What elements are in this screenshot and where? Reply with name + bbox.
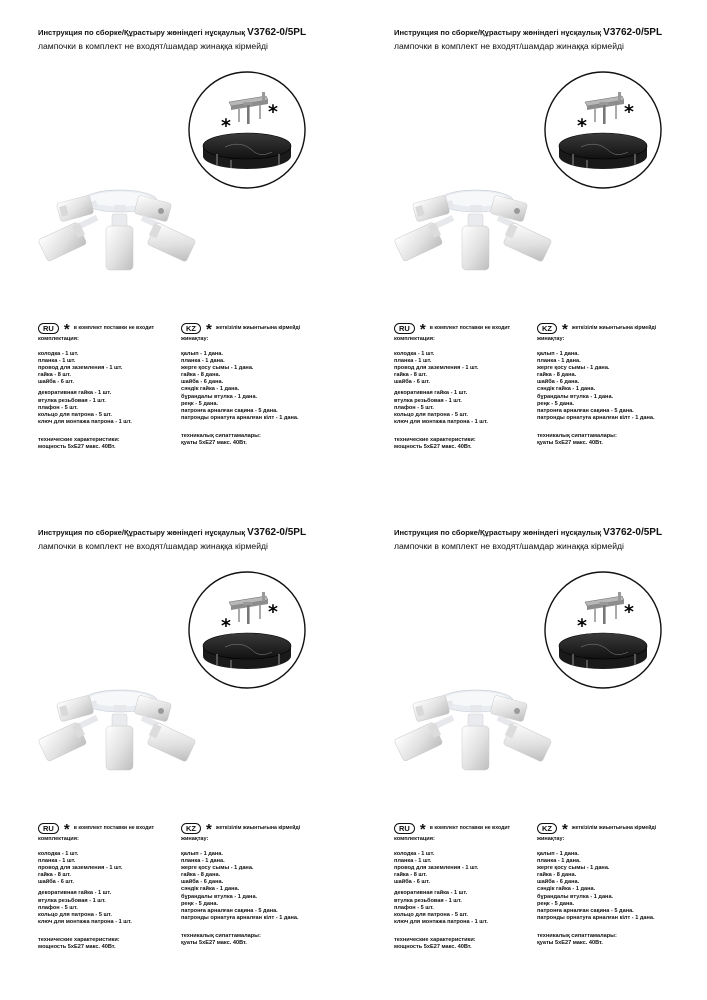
kz-kit-heading: жинақтау:: [537, 336, 565, 342]
model-number: V3762-0/5PL: [247, 27, 307, 38]
shade-front-left: [38, 715, 98, 762]
list-item: плафон - 5 шт.: [394, 404, 434, 411]
list-item: қалып - 1 дана.: [537, 851, 579, 857]
kz-language-badge: KZ: [537, 323, 557, 334]
ru-language-badge: RU: [38, 823, 59, 834]
list-item: қалып - 1 дана.: [181, 851, 223, 857]
ru-language-badge: RU: [394, 823, 415, 834]
kz-not-included-note: жеткізілім жиынтығына кірмейді: [215, 325, 301, 331]
shade-front-left: [394, 715, 454, 762]
shade-front-left: [394, 215, 454, 262]
kz-kit-list: [181, 351, 341, 422]
ru-kit-list: [394, 851, 542, 926]
ru-tech-specs: [38, 437, 186, 451]
list-item: патронға арналған сақина - 5 дана.: [181, 907, 278, 914]
center-arm: [470, 705, 482, 711]
list-item: реңк - 5 дана.: [537, 400, 575, 407]
ru-section: [394, 321, 542, 451]
canopy-base: [203, 133, 291, 169]
shade-center: [106, 714, 133, 770]
list-item: декоративная гайка - 1 шт.: [38, 390, 112, 397]
kz-tech-value: қуаты 5хЕ27 макс. 40Вт.: [537, 940, 603, 947]
list-item: декоративная гайка - 1 шт.: [394, 890, 468, 897]
shade-center: [462, 214, 489, 270]
not-included-star-left: *: [221, 615, 231, 637]
list-item: планка - 1 шт.: [394, 358, 432, 365]
list-item: колодка - 1 шт.: [394, 851, 435, 857]
list-item: шайба - 6 дана.: [537, 379, 580, 386]
list-item: реңк - 5 дана.: [181, 900, 219, 907]
ru-tech-specs: [394, 937, 542, 951]
ru-kit-heading: комплектация:: [38, 836, 79, 842]
list-item: шайба - 6 шт.: [394, 379, 430, 386]
kz-kit-heading: жинақтау:: [181, 336, 209, 342]
kz-kit-heading: жинақтау:: [537, 836, 565, 842]
list-item: шайба - 6 дана.: [537, 879, 580, 886]
ru-language-badge: RU: [38, 323, 59, 334]
kz-tech-value: қуаты 5хЕ27 макс. 40Вт.: [181, 440, 247, 447]
ru-section: [394, 821, 542, 951]
inset-circle: [545, 72, 661, 188]
ru-tech-heading: технические характеристики:: [394, 436, 476, 443]
kz-star-marker: *: [562, 821, 568, 838]
model-number: V3762-0/5PL: [247, 527, 307, 538]
ru-star-marker: *: [63, 321, 70, 338]
shade-center: [106, 214, 133, 270]
list-item: патронды орнатуға арналған кілт - 1 дана.: [181, 914, 299, 921]
list-item: декоративная гайка - 1 шт.: [38, 890, 112, 897]
kz-star-marker: *: [206, 821, 212, 838]
ru-kit-heading: комплектация:: [394, 836, 435, 842]
kz-section: [537, 321, 697, 447]
kz-not-included-note: жеткізілім жиынтығына кірмейді: [571, 325, 657, 331]
list-item: патронды орнатуға арналған кілт - 1 дана.: [537, 414, 655, 421]
list-item: колодка - 1 шт.: [38, 351, 79, 357]
ru-section: [38, 321, 186, 451]
list-item: кольцо для патрона - 5 шт.: [394, 911, 468, 918]
ru-language-badge: RU: [394, 323, 415, 334]
list-item: жерге қосу сымы - 1 дана.: [537, 865, 610, 872]
list-item: втулка резьбовая - 1 шт.: [38, 397, 106, 404]
ru-tech-specs: [394, 437, 542, 451]
kz-tech-heading: техникалық сипаттамалары:: [537, 932, 617, 939]
kz-language-badge: KZ: [181, 323, 201, 334]
list-item: планка - 1 дана.: [537, 858, 581, 865]
not-included-star-left: *: [221, 115, 231, 137]
kz-tech-value: қуаты 5хЕ27 макс. 40Вт.: [181, 940, 247, 947]
ru-tech-heading: технические характеристики:: [38, 436, 120, 443]
list-item: бұрандалы втулка - 1 дана.: [181, 393, 258, 400]
list-item: провод для заземления - 1 шт.: [38, 865, 123, 872]
list-item: реңк - 5 дана.: [181, 400, 219, 407]
list-item: втулка резьбовая - 1 шт.: [394, 397, 462, 404]
list-item: кольцо для патрона - 5 шт.: [38, 411, 112, 418]
list-item: провод для заземления - 1 шт.: [38, 365, 123, 372]
product-figure: [0, 0, 353, 320]
inset-circle: [189, 72, 305, 188]
list-item: шайба - 6 шт.: [394, 879, 430, 886]
center-arm: [470, 205, 482, 211]
list-item: гайка - 8 дана.: [537, 372, 577, 379]
chandelier-image: [38, 690, 196, 770]
list-item: планка - 1 шт.: [38, 858, 76, 865]
list-item: патронға арналған сақина - 5 дана.: [537, 407, 634, 414]
list-item: реңк - 5 дана.: [537, 900, 575, 907]
list-item: шайба - 6 шт.: [38, 879, 74, 886]
not-included-star-left: *: [577, 615, 587, 637]
ru-tech-heading: технические характеристики:: [38, 936, 120, 943]
kz-section: [181, 821, 341, 947]
list-item: колодка - 1 шт.: [38, 851, 79, 857]
instruction-copy: [356, 500, 707, 1000]
shade-front-left: [38, 215, 98, 262]
ru-tech-value: мощность 5хЕ27 макс. 40Вт.: [394, 444, 472, 451]
not-included-star-right: *: [624, 601, 634, 623]
kz-star-marker: *: [206, 321, 212, 338]
kz-not-included-note: жеткізілім жиынтығына кірмейді: [571, 825, 657, 831]
list-item: планка - 1 дана.: [537, 358, 581, 365]
list-item: бұрандалы втулка - 1 дана.: [537, 893, 614, 900]
bulbs-not-included-note: лампочки в комплект не входят/шамдар жинаққа кірмейді: [38, 541, 268, 551]
list-item: жерге қосу сымы - 1 дана.: [537, 365, 610, 372]
list-item: планка - 1 дана.: [181, 858, 225, 865]
bulbs-not-included-note: лампочки в комплект не входят/шамдар жинаққа кірмейді: [394, 41, 624, 51]
product-figure: [356, 500, 707, 820]
list-item: гайка - 8 шт.: [38, 372, 71, 379]
kz-kit-list: [181, 851, 341, 922]
ru-star-marker: *: [63, 821, 70, 838]
kz-star-marker: *: [562, 321, 568, 338]
list-item: гайка - 8 дана.: [537, 872, 577, 879]
ru-star-marker: *: [419, 321, 426, 338]
canopy-base: [559, 633, 647, 669]
instruction-copy: [0, 0, 353, 500]
list-item: провод для заземления - 1 шт.: [394, 365, 479, 372]
kz-tech-value: қуаты 5хЕ27 макс. 40Вт.: [537, 440, 603, 447]
title-text: Инструкция по сборке/Құрастыру жөніндегі нұсқаулық: [38, 528, 246, 537]
list-item: патронды орнатуға арналған кілт - 1 дана.: [181, 414, 299, 421]
list-item: сәндік гайка - 1 дана.: [537, 886, 596, 893]
list-item: плафон - 5 шт.: [38, 404, 78, 411]
not-included-star-right: *: [624, 101, 634, 123]
mounting-detail-inset: [189, 572, 305, 688]
kz-tech-specs: [537, 433, 697, 447]
ru-tech-value: мощность 5хЕ27 макс. 40Вт.: [394, 944, 472, 951]
instruction-copy: [0, 500, 353, 1000]
list-item: провод для заземления - 1 шт.: [394, 865, 479, 872]
kz-kit-list: [537, 851, 697, 922]
list-item: ключ для монтажа патрона - 1 шт.: [38, 418, 132, 425]
shade-back-right: [490, 695, 528, 722]
kz-language-badge: KZ: [181, 823, 201, 834]
mounting-detail-inset: [545, 72, 661, 188]
list-item: шайба - 6 дана.: [181, 879, 224, 886]
mounting-detail-inset: [545, 572, 661, 688]
shade-back-right: [134, 195, 172, 222]
center-arm: [114, 705, 126, 711]
shade-center: [462, 714, 489, 770]
not-included-star-left: *: [577, 115, 587, 137]
list-item: планка - 1 дана.: [181, 358, 225, 365]
ru-tech-value: мощность 5хЕ27 макс. 40Вт.: [38, 444, 116, 451]
kz-section: [537, 821, 697, 947]
title-text: Инструкция по сборке/Құрастыру жөніндегі нұсқаулық: [38, 28, 246, 37]
canopy-base: [559, 133, 647, 169]
kz-language-badge: KZ: [537, 823, 557, 834]
list-item: ключ для монтажа патрона - 1 шт.: [394, 418, 488, 425]
ru-kit-list: [38, 851, 186, 926]
list-item: гайка - 8 шт.: [38, 872, 71, 879]
list-item: бұрандалы втулка - 1 дана.: [537, 393, 614, 400]
list-item: кольцо для патрона - 5 шт.: [38, 911, 112, 918]
list-item: гайка - 8 шт.: [394, 872, 427, 879]
product-figure: [0, 500, 353, 820]
ru-not-included-note: в комплект поставки не входит: [73, 325, 155, 331]
list-item: втулка резьбовая - 1 шт.: [38, 897, 106, 904]
kz-tech-heading: техникалық сипаттамалары:: [181, 932, 261, 939]
not-included-star-right: *: [268, 101, 278, 123]
ru-tech-heading: технические характеристики:: [394, 936, 476, 943]
mounting-detail-inset: [189, 72, 305, 188]
bulbs-not-included-note: лампочки в комплект не входят/шамдар жинаққа кірмейді: [38, 41, 268, 51]
shade-front-right: [497, 215, 552, 262]
title-text: Инструкция по сборке/Құрастыру жөніндегі нұсқаулық: [394, 28, 602, 37]
kz-not-included-note: жеткізілім жиынтығына кірмейді: [215, 825, 301, 831]
list-item: жерге қосу сымы - 1 дана.: [181, 365, 254, 372]
title-text: Инструкция по сборке/Құрастыру жөніндегі нұсқаулық: [394, 528, 602, 537]
shade-front-right: [141, 715, 196, 762]
shade-front-right: [497, 715, 552, 762]
chandelier-image: [38, 190, 196, 270]
list-item: жерге қосу сымы - 1 дана.: [181, 865, 254, 872]
list-item: гайка - 8 дана.: [181, 872, 221, 879]
kz-tech-specs: [537, 933, 697, 947]
not-included-star-right: *: [268, 601, 278, 623]
list-item: патронға арналған сақина - 5 дана.: [181, 407, 278, 414]
list-item: патронды орнатуға арналған кілт - 1 дана.: [537, 914, 655, 921]
list-item: ключ для монтажа патрона - 1 шт.: [394, 918, 488, 925]
list-item: планка - 1 шт.: [394, 858, 432, 865]
shade-back-right: [134, 695, 172, 722]
list-item: бұрандалы втулка - 1 дана.: [181, 893, 258, 900]
kz-tech-specs: [181, 433, 341, 447]
ru-not-included-note: в комплект поставки не входит: [429, 825, 511, 831]
list-item: плафон - 5 шт.: [394, 904, 434, 911]
ru-section: [38, 821, 186, 951]
ru-not-included-note: в комплект поставки не входит: [429, 325, 511, 331]
list-item: шайба - 6 шт.: [38, 379, 74, 386]
kz-kit-heading: жинақтау:: [181, 836, 209, 842]
model-number: V3762-0/5PL: [603, 27, 663, 38]
product-figure: [356, 0, 707, 320]
list-item: колодка - 1 шт.: [394, 351, 435, 357]
ru-kit-heading: комплектация:: [394, 336, 435, 342]
kz-tech-specs: [181, 933, 341, 947]
list-item: втулка резьбовая - 1 шт.: [394, 897, 462, 904]
list-item: кольцо для патрона - 5 шт.: [394, 411, 468, 418]
list-item: қалып - 1 дана.: [537, 351, 579, 357]
kz-tech-heading: техникалық сипаттамалары:: [537, 432, 617, 439]
center-arm: [114, 205, 126, 211]
list-item: плафон - 5 шт.: [38, 904, 78, 911]
chandelier-image: [394, 190, 552, 270]
list-item: қалып - 1 дана.: [181, 351, 223, 357]
ru-tech-value: мощность 5хЕ27 макс. 40Вт.: [38, 944, 116, 951]
ru-kit-heading: комплектация:: [38, 336, 79, 342]
list-item: гайка - 8 шт.: [394, 372, 427, 379]
list-item: патронға арналған сақина - 5 дана.: [537, 907, 634, 914]
ru-star-marker: *: [419, 821, 426, 838]
list-item: шайба - 6 дана.: [181, 379, 224, 386]
ru-not-included-note: в комплект поставки не входит: [73, 825, 155, 831]
ru-kit-list: [38, 351, 186, 426]
kz-kit-list: [537, 351, 697, 422]
list-item: декоративная гайка - 1 шт.: [394, 390, 468, 397]
inset-circle: [189, 572, 305, 688]
kz-tech-heading: техникалық сипаттамалары:: [181, 432, 261, 439]
bulbs-not-included-note: лампочки в комплект не входят/шамдар жинаққа кірмейді: [394, 541, 624, 551]
list-item: ключ для монтажа патрона - 1 шт.: [38, 918, 132, 925]
list-item: гайка - 8 дана.: [181, 372, 221, 379]
shade-back-right: [490, 195, 528, 222]
ru-tech-specs: [38, 937, 186, 951]
instruction-copy: [356, 0, 707, 500]
canopy-base: [203, 633, 291, 669]
chandelier-image: [394, 690, 552, 770]
kz-section: [181, 321, 341, 447]
list-item: сәндік гайка - 1 дана.: [537, 386, 596, 393]
inset-circle: [545, 572, 661, 688]
list-item: сәндік гайка - 1 дана.: [181, 386, 240, 393]
model-number: V3762-0/5PL: [603, 527, 663, 538]
list-item: сәндік гайка - 1 дана.: [181, 886, 240, 893]
list-item: планка - 1 шт.: [38, 358, 76, 365]
shade-front-right: [141, 215, 196, 262]
ru-kit-list: [394, 351, 542, 426]
